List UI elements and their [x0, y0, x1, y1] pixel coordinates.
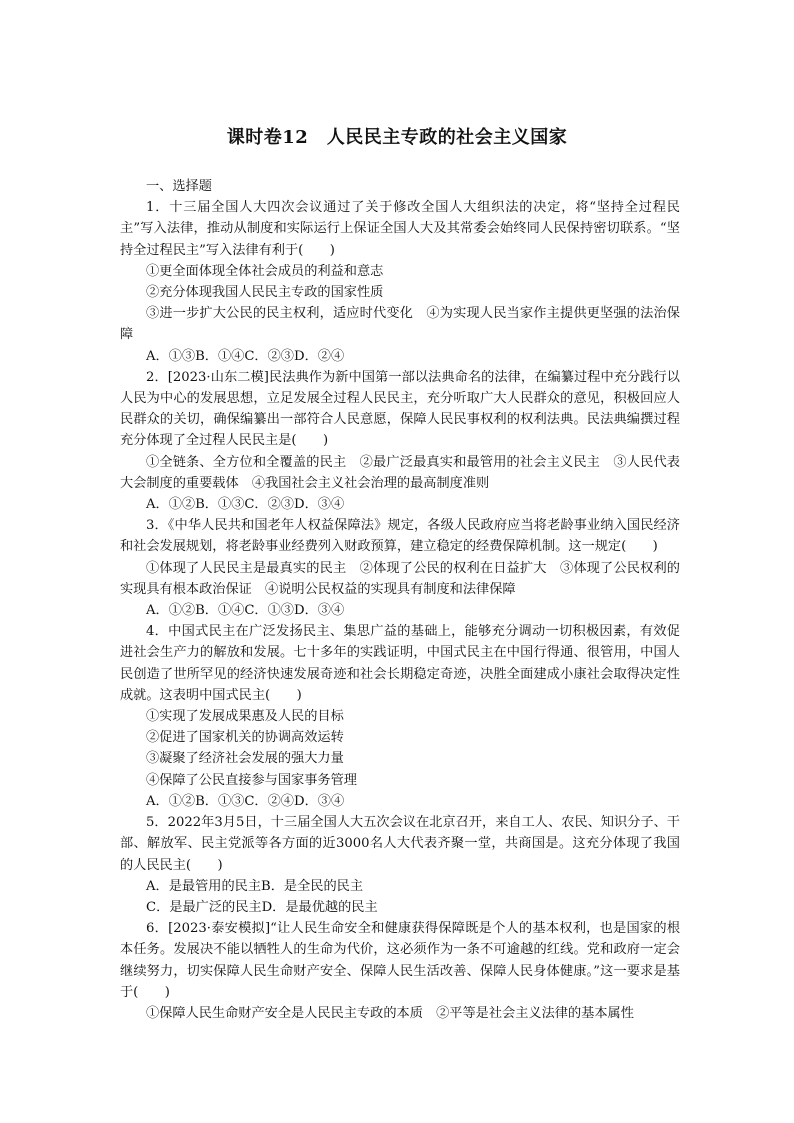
question-5-answers-line-1: A．是最管用的民主B．是全民的民主 — [146, 878, 364, 894]
question-4-option-2: ②促进了国家机关的协调高效运转 — [146, 730, 344, 746]
question-2-answers: A．①②B．①③C．②③D．③④ — [146, 497, 345, 513]
question-1-option-1: ①更全面体现全体社会成员的利益和意志 — [146, 263, 384, 279]
question-4-option-1: ①实现了发展成果惠及人民的目标 — [146, 709, 344, 725]
question-4-stem: 4．中国式民主在广泛发扬民主、集思广益的基础上，能够充分调动一切积极因素，有效促进社会生产力的解放和发展。七十多年的实践证明，中国式民主在中国行得通、很管用，中国人民创造了世所罕见的经济快速发展奇迹和社会长期稳定奇迹，决胜全面建成小康社会取得决定性成就。这表明中国式民主( ) — [120, 624, 680, 703]
question-2-stem: 2．[2023·山东二模]民法典作为新中国第一部以法典命名的法律，在编纂过程中充分践行以人民为中心的发展思想，立足发展全过程人民民主，充分听取广大人民群众的意见，积极回应人民群众的关切，确保编纂出一部符合人民意愿，保障人民民事权利的权利法典。民法典编撰过程充分体现了全过程人民民主是( ) — [120, 369, 680, 449]
document-body — [120, 176, 680, 1024]
question-4-option-3: ③凝聚了经济社会发展的强大力量 — [146, 751, 344, 767]
question-6-stem: 6．[2023·泰安模拟]“让人民生命安全和健康获得保障既是个人的基本权利，也是国家的根本任务。发展决不能以牺牲人的生命为代价，这必须作为一条不可逾越的红线。党和政府一定会继续努力，切实保障人民生命财产安全、保障人民生活改善、保障人民身体健康。”这一要求是基于( ) — [120, 921, 680, 1000]
question-1-option-2: ②充分体现我国人民民主专政的国家性质 — [146, 285, 384, 301]
question-2-options: ①全链条、全方位和全覆盖的民主 ②最广泛最真实和最管用的社会主义民主 ③人民代表大会制度的重要载体 ④我国社会主义社会治理的最高制度准则 — [120, 454, 680, 491]
question-5-answers-line-2: C．是最广泛的民主D．是最优越的民主 — [146, 899, 378, 915]
question-1-answers: A．①③B．①④C．②③D．②④ — [146, 348, 345, 364]
section-heading: 一、选择题 — [146, 179, 212, 194]
question-3-stem: 3．《中华人民共和国老年人权益保障法》规定，各级人民政府应当将老龄事业纳入国民经济和社会发展规划，将老龄事业经费列入财政预算，建立稳定的经费保障机制。这一规定( ) — [120, 518, 680, 555]
question-3-answers: A．①②B．①④C．①③D．③④ — [146, 603, 345, 619]
page-title: 课时卷12 人民民主专政的社会主义国家 — [226, 127, 568, 148]
question-4-answers: A．①②B．①③C．②④D．③④ — [146, 793, 345, 809]
question-5-stem: 5．2022年3月5日，十三届全国人大五次会议在北京召开，来自工人、农民、知识分子、干部、解放军、民主党派等各方面的近3000名人大代表齐聚一堂，共商国是。这充分体现了我国的人民民主( ) — [120, 815, 680, 873]
question-1-option-3-4: ③进一步扩大公民的民主权利，适应时代变化 ④为实现人民当家作主提供更坚强的法治保障 — [120, 306, 680, 343]
question-6-options: ①保障人民生命财产安全是人民民主专政的本质 ②平等是社会主义法律的基本属性 — [146, 1005, 634, 1021]
question-1-stem: 1．十三届全国人大四次会议通过了关于修改全国人大组织法的决定，将“坚持全过程民主”写入法律，推动从制度和实际运行上保证全国人大及其常委会始终同人民保持密切联系。“坚持全过程民主”写入法律有利于( ) — [120, 200, 680, 258]
question-4-option-4: ④保障了公民直接参与国家事务管理 — [146, 772, 357, 788]
question-3-options: ①体现了人民民主是最真实的民主 ②体现了公民的权利在日益扩大 ③体现了公民权利的实现具有根本政治保证 ④说明公民权益的实现具有制度和法律保障 — [120, 560, 680, 597]
